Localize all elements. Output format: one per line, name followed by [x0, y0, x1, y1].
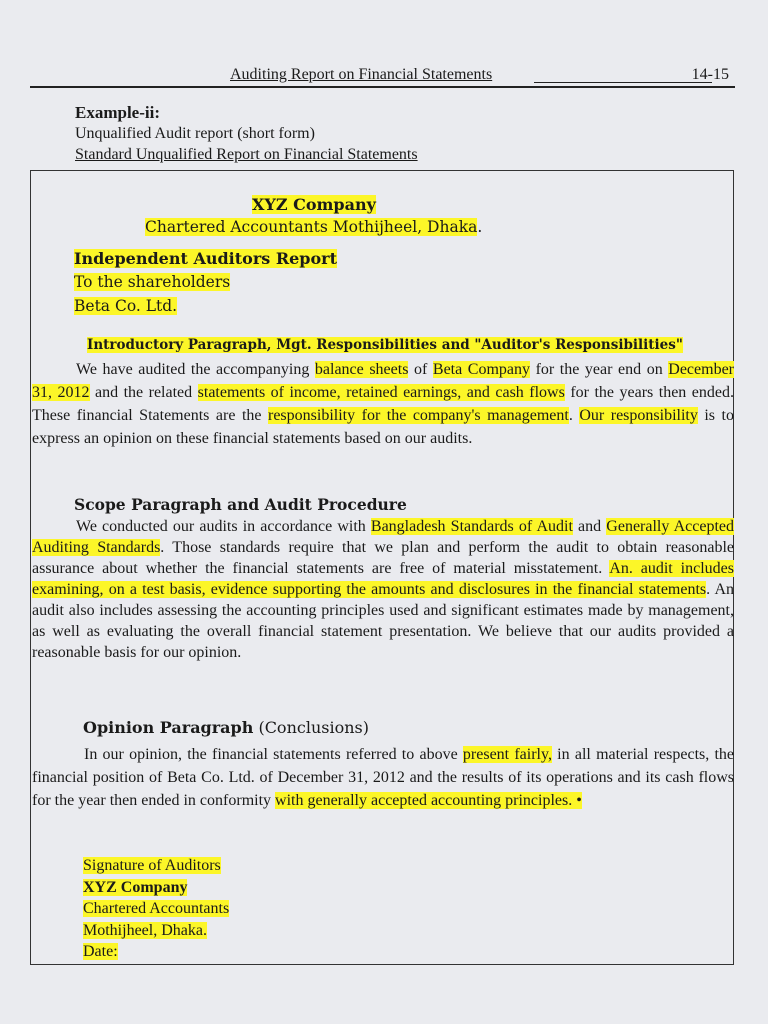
highlighted-text: Beta Company [432, 361, 531, 378]
body-text: We have audited the accompanying [76, 361, 315, 378]
signature-block [83, 855, 229, 963]
signature-firm: Chartered Accountants [83, 900, 230, 917]
highlighted-text: balance sheets [314, 361, 409, 378]
body-text: . Those standards require that we plan and perform the audit to obtain reasonable assurance about whether the financial statements are free of material misstatement. [32, 539, 734, 577]
scope-heading: Scope Paragraph and Audit Procedure [74, 495, 407, 514]
header-title: Auditing Report on Financial Statements [230, 66, 493, 83]
signature-date: Date: [83, 943, 118, 960]
report-title: Independent Auditors Report [74, 249, 337, 268]
addressee-1: To the shareholders [74, 273, 231, 291]
page-header [30, 66, 735, 88]
body-text: is to express an opinion on these financial statements based on our audits. [32, 407, 734, 447]
intro-heading: Introductory Paragraph, Mgt. Responsibilities and "Auditor's Responsibilities" [87, 337, 683, 353]
body-text: for the year end on [530, 361, 669, 378]
highlighted-text: An. audit includes examining, on a test basis, evidence supporting the amounts and disclosures in the financial statements [32, 560, 734, 598]
highlighted-text: responsibility for the company's management [268, 407, 569, 424]
body-text: in all material respects, the financial position of Beta Co. Ltd. of December 31, 2012 and the results of its operations and its cash flows for the year then ended in conformity [32, 746, 735, 809]
opinion-paragraph [31, 743, 735, 812]
highlighted-text: Bangladesh Standards of Audit [370, 518, 573, 535]
body-text: of [408, 361, 433, 378]
scope-paragraph [31, 516, 735, 663]
signature-line: Signature of Auditors [83, 857, 221, 874]
body-text: . [568, 407, 580, 424]
report-subtitle: Standard Unqualified Report on Financial Statements [75, 146, 418, 163]
highlighted-text: Generally Accepted Auditing Standards [32, 518, 735, 556]
firm-line: Chartered Accountants Mothijheel, Dhaka. [145, 218, 483, 236]
form-line: Unqualified Audit report (short form) [75, 125, 315, 142]
page-number: 14-15 [691, 66, 729, 83]
body-text: and the related [89, 384, 198, 401]
body-text: In our opinion, the financial statements referred to above [84, 746, 463, 763]
report-box [30, 170, 734, 965]
highlighted-text: statements of income, retained earnings, and cash flows [197, 384, 565, 401]
opinion-heading: Opinion Paragraph (Conclusions) [83, 718, 369, 737]
intro-paragraph [31, 358, 735, 450]
highlighted-text: December 31, 2012 [32, 361, 734, 401]
body-text: We conducted our audits in accordance with [76, 518, 371, 535]
example-label: Example-ii: [75, 103, 160, 122]
signature-company: XYZ Company [83, 878, 188, 896]
addressee-2: Beta Co. Ltd. [74, 297, 178, 315]
highlighted-text: Our responsibility [579, 407, 698, 424]
company-name: XYZ Company [252, 195, 376, 214]
highlighted-text: with generally accepted accounting principles. • [275, 792, 582, 809]
body-text: and [572, 518, 607, 535]
example-intro [75, 102, 418, 165]
signature-location: Mothijheel, Dhaka. [83, 921, 207, 939]
highlighted-text: present fairly, [462, 746, 552, 763]
header-underline-fill [534, 82, 712, 83]
body-text: for the years then ended. These financial Statements are the [32, 384, 735, 424]
body-text: . An audit also includes assessing the accounting principles used and significant estimates made by management, as well as evaluating the overall financial statement presentation. We believe that our audits provided a reasonable basis for our opinion. [32, 581, 735, 661]
